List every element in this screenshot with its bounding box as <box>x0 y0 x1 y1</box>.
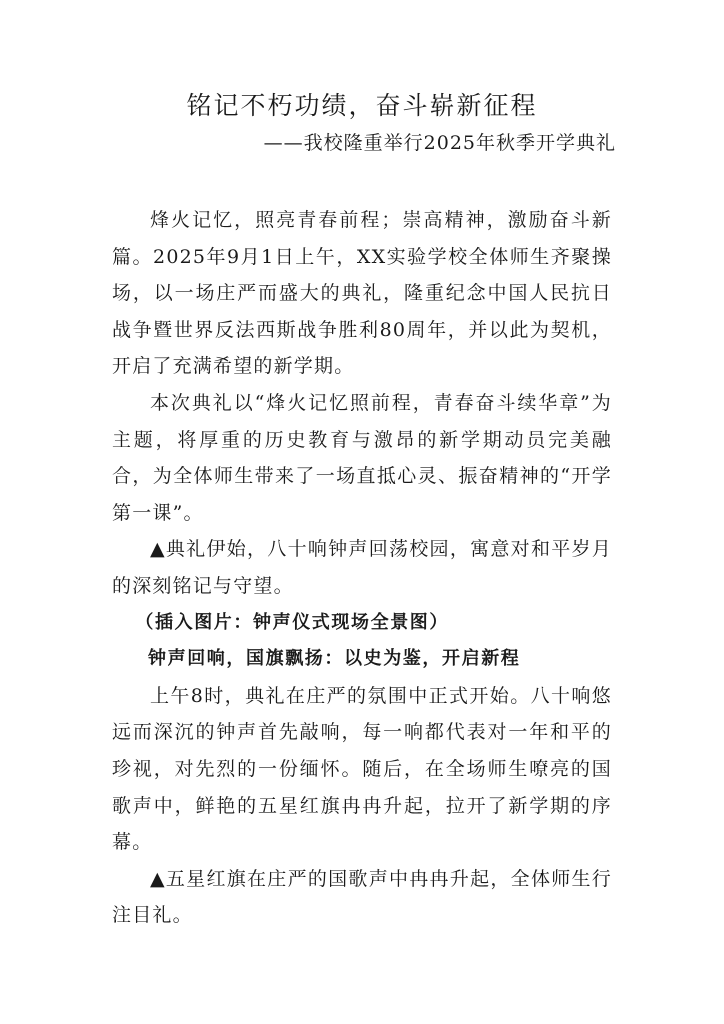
image-placeholder-note: （插入图片：钟声仪式现场全景图） <box>135 611 449 633</box>
photo-caption-bell: ▲典礼伊始，八十响钟声回荡校园，寓意对和平岁月的深刻铭记与守望。 <box>112 538 612 597</box>
section-heading: 钟声回响，国旗飘扬：以史为鉴，开启新程 <box>148 648 521 670</box>
paragraph-intro: 烽火记忆，照亮青春前程；崇高精神，激励奋斗新篇。2025年9月1日上午，XX实验学校全体师生齐聚操场，以一场庄严而盛大的典礼，隆重纪念中国人民抗日战争暨世界反法西斯战争胜利80周年，并以此为契机，开启了充满希望的新学期。 <box>112 209 612 378</box>
article-body <box>112 202 612 934</box>
article-title: 铭记不朽功绩，奋斗崭新征程 <box>186 91 538 120</box>
article-subtitle: ——我校隆重举行2025年秋季开学典礼 <box>263 132 616 154</box>
paragraph-theme: 本次典礼以“烽火记忆照前程，青春奋斗续华章”为主题，将厚重的历史教育与激昂的新学期动员完美融合，为全体师生带来了一场直抵心灵、振奋精神的“开学第一课”。 <box>112 391 612 524</box>
paragraph-ceremony: 上午8时，典礼在庄严的氛围中正式开始。八十响悠远而深沉的钟声首先敲响，每一响都代表对一年和平的珍视，对先烈的一份缅怀。随后，在全场师生嘹亮的国歌声中，鲜艳的五星红旗冉冉升起，拉开了新学期的序幕。 <box>112 684 612 854</box>
photo-caption-flag: ▲五星红旗在庄严的国歌声中冉冉升起，全体师生行注目礼。 <box>112 867 612 927</box>
